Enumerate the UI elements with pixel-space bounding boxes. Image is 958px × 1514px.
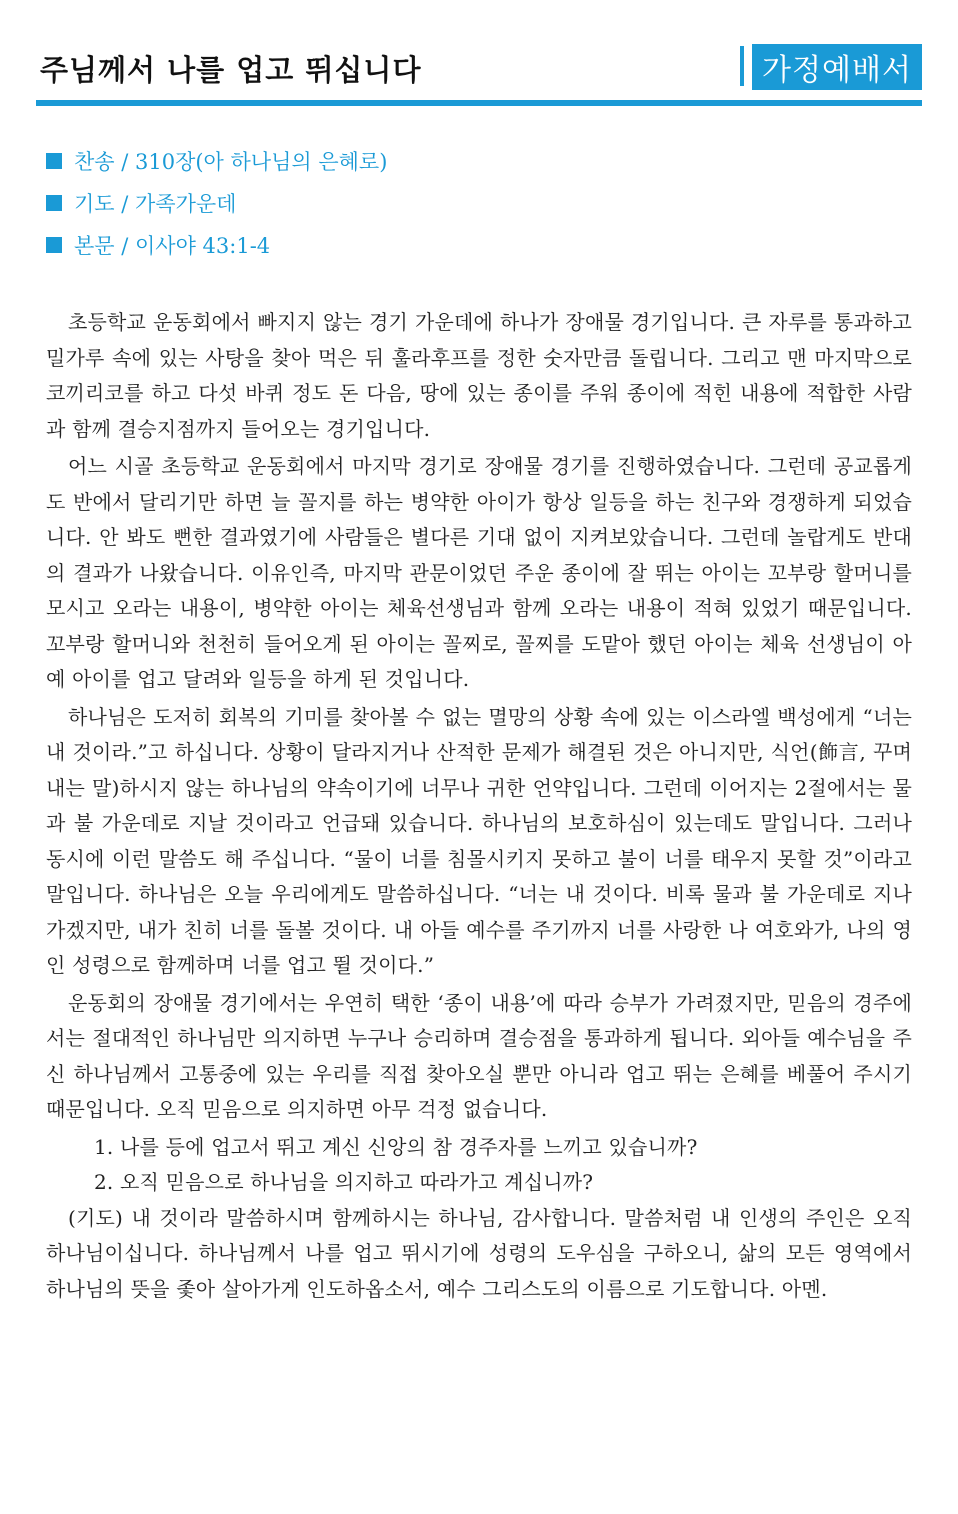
- square-bullet-icon: [46, 195, 62, 211]
- section-badge: 가정예배서: [752, 44, 922, 90]
- info-prayer-text: 기도 / 가족가운데: [74, 192, 237, 216]
- question-1: 1. 나를 등에 업고서 뛰고 계신 신앙의 참 경주자를 느끼고 있습니까?: [94, 1134, 698, 1159]
- info-prayer: [46, 182, 387, 224]
- square-bullet-icon: [46, 237, 62, 253]
- prayer-paragraph: (기도) 내 것이라 말씀하시며 함께하시는 하나님, 감사합니다. 말씀처럼 내 인생의 주인은 오직 하나님이십니다. 하나님께서 나를 업고 뛰시기에 성령의 도우심을 구하오니, 삶의 모든 영역에서 하나님의 뜻을 좇아 살아가게 인도하옵소서, 예수 그리스도의 이름으로 기도합니다. 아멘.: [46, 1205, 912, 1301]
- info-scripture-text: 본문 / 이사야 43:1-4: [74, 234, 271, 258]
- article-body: [46, 305, 912, 1309]
- paragraph: 초등학교 운동회에서 빠지지 않는 경기 가운데에 하나가 장애물 경기입니다. 큰 자루를 통과하고 밀가루 속에 있는 사탕을 찾아 먹은 뒤 훌라후프를 정한 숫자만큼 돌립니다. 그리고 맨 마지막으로 코끼리코를 하고 다섯 바퀴 정도 돈 다음, 땅에 있는 종이를 주워 종이에 적힌 내용에 적합한 사람과 함께 결승지점까지 들어오는 경기입니다.: [46, 310, 912, 441]
- worship-info: [46, 140, 387, 266]
- page-title: 주님께서 나를 업고 뛰십니다: [40, 53, 422, 87]
- paragraph: 하나님은 도저히 회복의 기미를 찾아볼 수 없는 멸망의 상황 속에 있는 이스라엘 백성에게 “너는 내 것이라.”고 하십니다. 상황이 달라지거나 산적한 문제가 해결된 것은 아니지만, 식언(飾言, 꾸며내는 말)하시지 않는 하나님의 약속이기에 너무나 귀한 언약입니다. 그런데 이어지는 2절에서는 물과 불 가운데로 지날 것이라고 언급돼 있습니다. 하나님의 보호하심이 있는데도 말입니다. 그러나 동시에 이런 말씀도 해 주십니다. “물이 너를 침몰시키지 못하고 불이 너를 태우지 못할 것”이라고 말입니다. 하나님은 오늘 우리에게도 말씀하십니다. “너는 내 것이다. 비록 물과 불 가운데로 지나가겠지만, 내가 친히 너를 돌볼 것이다. 내 아들 예수를 주기까지 너를 사랑한 나 여호와가, 나의 영인 성령으로 함께하며 너를 업고 뛸 것이다.”: [46, 704, 912, 977]
- info-hymn: [46, 140, 387, 182]
- paragraph: 어느 시골 초등학교 운동회에서 마지막 경기로 장애물 경기를 진행하였습니다. 그런데 공교롭게도 반에서 달리기만 하면 늘 꼴지를 하는 병약한 아이가 항상 일등을 하는 친구와 경쟁하게 되었습니다. 안 봐도 뻔한 결과였기에 사람들은 별다른 기대 없이 지켜보았습니다. 그런데 놀랍게도 반대의 결과가 나왔습니다. 이유인즉, 마지막 관문이었던 주운 종이에 잘 뛰는 아이는 꼬부랑 할머니를 모시고 오라는 내용이, 병약한 아이는 체육선생님과 함께 오라는 내용이 적혀 있었기 때문입니다. 꼬부랑 할머니와 천천히 들어오게 된 아이는 꼴찌로, 꼴찌를 도맡아 했던 아이는 체육 선생님이 아예 아이를 업고 달려와 일등을 하게 된 것입니다.: [46, 454, 912, 691]
- question-2: 2. 오직 믿음으로 하나님을 의지하고 따라가고 계십니까?: [94, 1170, 594, 1194]
- paragraph: 운동회의 장애물 경기에서는 우연히 택한 ‘종이 내용’에 따라 승부가 가려졌지만, 믿음의 경주에서는 절대적인 하나님만 의지하면 누구나 승리하며 결승점을 통과하게 됩니다. 외아들 예수님을 주신 하나님께서 고통중에 있는 우리를 직접 찾아오실 뿐만 아니라 업고 뛰는 은혜를 베풀어 주시기 때문입니다. 오직 믿음으로 의지하면 아무 걱정 없습니다.: [46, 990, 912, 1121]
- badge-divider: [740, 46, 744, 86]
- info-hymn-text: 찬송 / 310장(아 하나님의 은혜로): [74, 150, 388, 174]
- square-bullet-icon: [46, 153, 62, 169]
- info-scripture: [46, 224, 387, 266]
- header: [36, 40, 922, 106]
